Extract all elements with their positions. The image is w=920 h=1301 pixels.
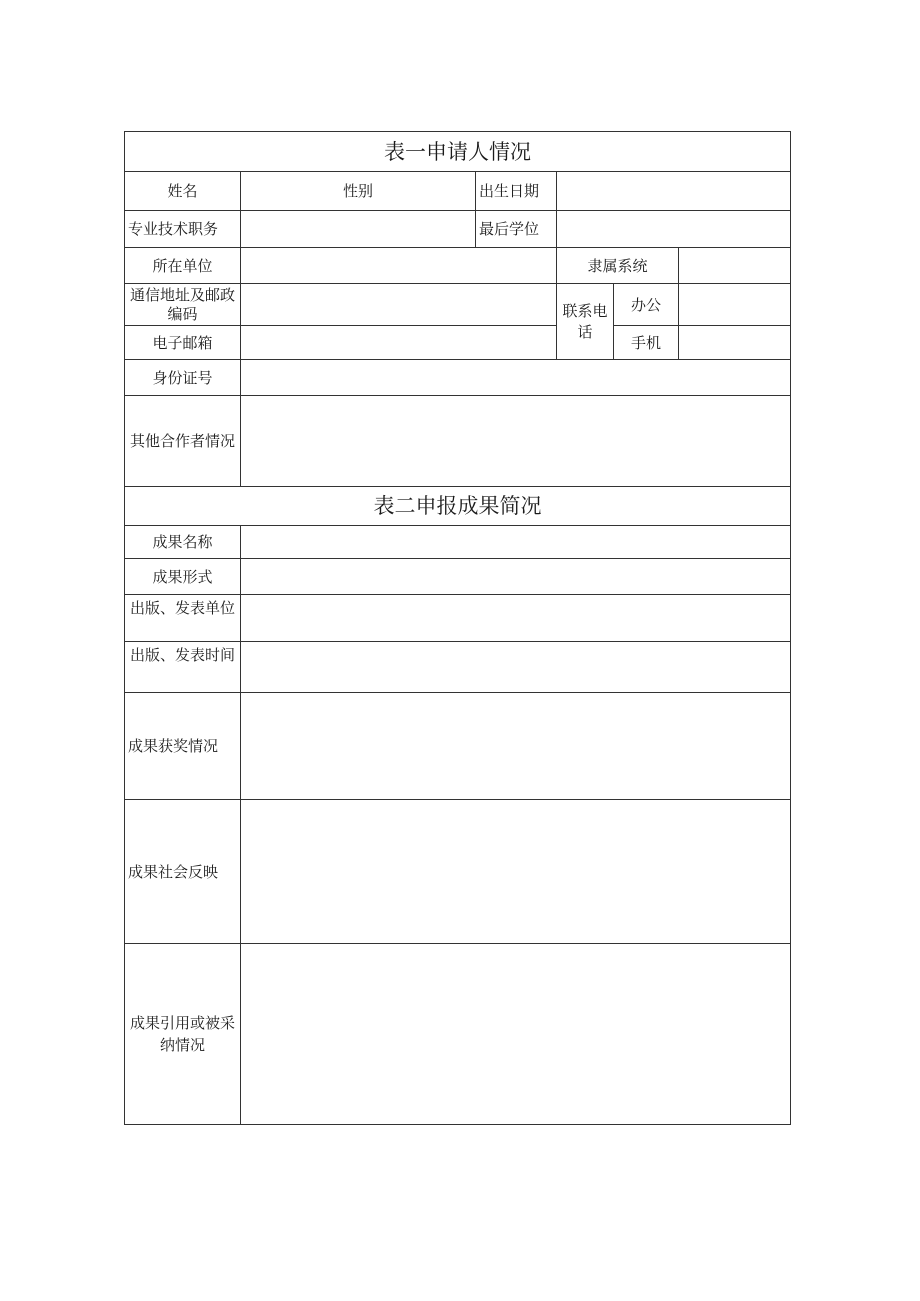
name-label: 姓名 xyxy=(125,172,241,211)
email-field[interactable] xyxy=(241,326,557,360)
coauthors-field[interactable] xyxy=(241,396,790,487)
citation-label-text: 成果引用或被采纳情况 xyxy=(129,1014,235,1054)
result-form-field[interactable] xyxy=(241,559,790,595)
id-number-field[interactable] xyxy=(241,360,790,396)
birth-date-field[interactable] xyxy=(557,172,790,211)
social-impact-field[interactable] xyxy=(241,800,790,944)
awards-label: 成果获奖情况 xyxy=(125,693,241,800)
result-name-field[interactable] xyxy=(241,526,790,559)
citation-label xyxy=(125,944,241,1124)
mobile-phone-field[interactable] xyxy=(679,326,790,360)
office-phone-label: 办公 xyxy=(614,284,679,326)
affiliation-system-field[interactable] xyxy=(679,248,790,284)
social-impact-label: 成果社会反映 xyxy=(125,800,241,944)
awards-field[interactable] xyxy=(241,693,790,800)
publish-time-label: 出版、发表时间 xyxy=(125,642,241,693)
degree-field[interactable] xyxy=(557,211,790,248)
work-unit-label: 所在单位 xyxy=(125,248,241,284)
contact-phone-label-text: 联系电话 xyxy=(562,301,608,341)
address-label-text: 通信地址及邮政编码 xyxy=(129,285,235,323)
affiliation-system-label: 隶属系统 xyxy=(557,248,679,284)
birth-date-label: 出生日期 xyxy=(476,172,557,211)
publisher-field[interactable] xyxy=(241,595,790,642)
address-label xyxy=(125,284,241,326)
application-form-table xyxy=(124,131,791,1125)
office-phone-field[interactable] xyxy=(679,284,790,326)
contact-phone-label xyxy=(557,284,614,360)
mobile-phone-label: 手机 xyxy=(614,326,679,360)
publish-time-field[interactable] xyxy=(241,642,790,693)
degree-label: 最后学位 xyxy=(476,211,557,248)
id-number-label: 身份证号 xyxy=(125,360,241,396)
coauthors-label: 其他合作者情况 xyxy=(125,396,241,487)
email-label: 电子邮箱 xyxy=(125,326,241,360)
section2-title: 表二申报成果简况 xyxy=(125,487,790,526)
citation-field[interactable] xyxy=(241,944,790,1124)
gender-label: 性别 xyxy=(241,172,476,211)
professional-title-label: 专业技术职务 xyxy=(125,211,241,248)
professional-title-field[interactable] xyxy=(241,211,476,248)
work-unit-field[interactable] xyxy=(241,248,557,284)
result-name-label: 成果名称 xyxy=(125,526,241,559)
publisher-label: 出版、发表单位 xyxy=(125,595,241,642)
result-form-label: 成果形式 xyxy=(125,559,241,595)
address-field[interactable] xyxy=(241,284,557,326)
section1-title: 表一申请人情况 xyxy=(125,132,790,172)
